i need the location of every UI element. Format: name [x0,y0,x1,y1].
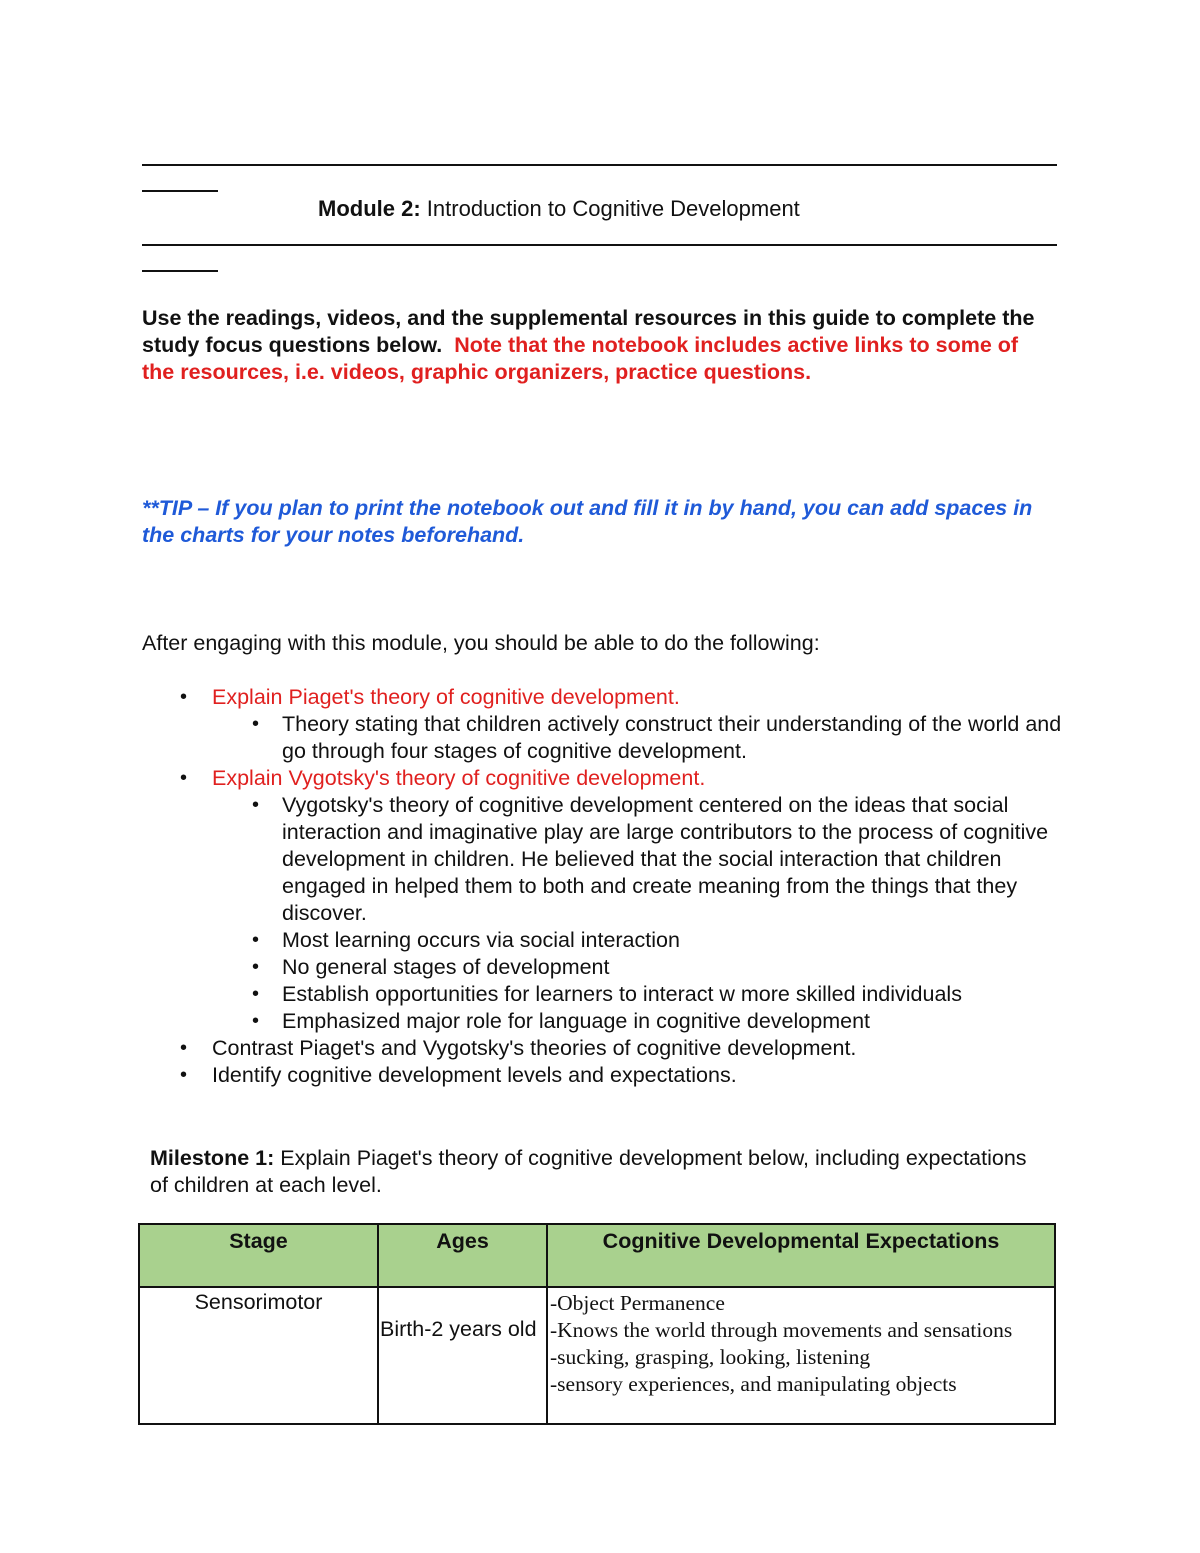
stages-table [138,1223,1056,1425]
top-rule-continuation [142,190,218,192]
bullet-icon: • [252,929,260,951]
header-ages: Ages [378,1224,547,1287]
bullet-icon: • [180,1064,188,1086]
bullet-icon: • [180,686,188,708]
bottom-rule [142,244,1057,246]
bullet-icon: • [180,1037,188,1059]
bullet-icon: • [252,713,260,735]
list-item: • Explain Vygotsky's theory of cognitive development. [180,766,706,790]
intro-paragraph [142,305,1042,386]
module-label: Module 2: [318,196,421,221]
bullet-icon: • [252,794,260,816]
table-header-row [139,1224,1055,1287]
list-item: • Explain Piaget's theory of cognitive development. [180,685,680,709]
header-stage: Stage [139,1224,378,1287]
page-title [318,196,800,222]
objectives-list [142,684,1072,1089]
list-subitem: • Most learning occurs via social interaction [252,928,680,952]
milestone-text: Explain Piaget's theory of cognitive development below, including expectations of children at each level. [150,1146,1027,1197]
bullet-icon: • [252,1010,260,1032]
bullet-icon: • [252,956,260,978]
table-row [139,1287,1055,1424]
list-subitem: • Establish opportunities for learners to interact w more skilled individuals [252,982,962,1006]
list-subitem: • No general stages of development [252,955,610,979]
cell-ages: Birth-2 years old [378,1287,547,1424]
bottom-rule-continuation [142,270,218,272]
intro-note: Note that the notebook includes active links to some of the resources, i.e. videos, graphic organizers, practice questions. [142,333,1019,384]
list-item: • Contrast Piaget's and Vygotsky's theories of cognitive development. [180,1036,857,1060]
module-title: Introduction to Cognitive Development [426,196,800,221]
intro-text: Use the readings, videos, and the supplemental resources in this guide to complete the study focus questions below. [142,306,1035,357]
objectives-lead: After engaging with this module, you should be able to do the following: [142,631,820,655]
list-subitem: • Vygotsky's theory of cognitive development centered on the ideas that social interaction and imaginative play are large contributors to the process of cognitive development in children. He believed that the social interaction that children engaged in helped them to both and create meaning from the things that they discover. [252,793,1049,925]
cell-stage: Sensorimotor [139,1287,378,1424]
list-subitem: • Theory stating that children actively construct their understanding of the world and go through four stages of cognitive development. [252,712,1062,763]
milestone-label: Milestone 1: [150,1146,275,1170]
expectation-line: -Knows the world through movements and sensations [550,1318,1013,1342]
expectation-line: -Object Permanence [550,1291,725,1315]
bullet-icon: • [180,767,188,789]
expectation-line: -sucking, grasping, looking, listening [550,1345,871,1369]
milestone-prompt [150,1145,1030,1199]
list-item: • Identify cognitive development levels and expectations. [180,1063,737,1087]
bullet-icon: • [252,983,260,1005]
header-expectations: Cognitive Developmental Expectations [547,1224,1055,1287]
cell-expectations [547,1287,1055,1424]
top-rule [142,164,1057,166]
list-subitem: • Emphasized major role for language in cognitive development [252,1009,871,1033]
expectation-line: -sensory experiences, and manipulating objects [550,1372,957,1396]
tip-paragraph: **TIP – If you plan to print the notebook out and fill it in by hand, you can add spaces in the charts for your notes beforehand. [142,496,1033,547]
